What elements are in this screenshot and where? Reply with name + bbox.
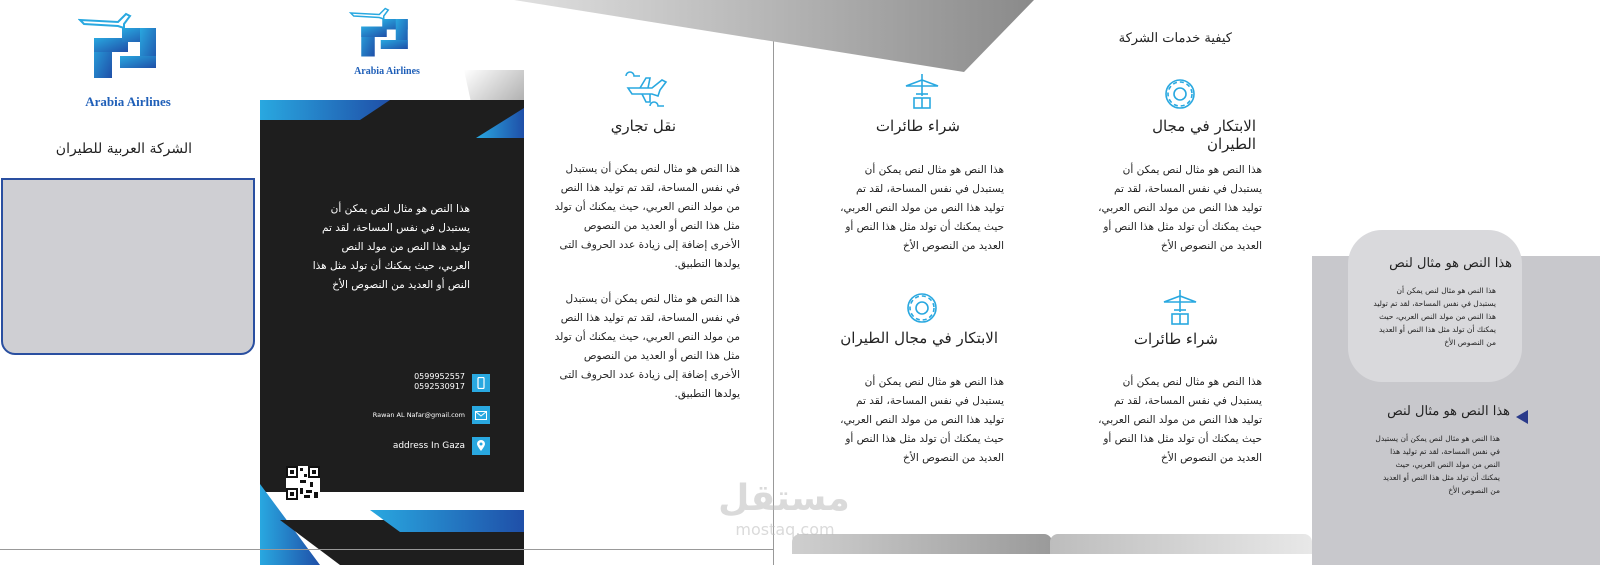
service-title-3: شراء طائرات [1133,330,1218,348]
email-icon [472,406,490,424]
service-title-2: شراء طائرات [875,117,960,135]
top-wedge-decoration [514,0,1034,72]
service-title-1: الابتكار في مجال الطيران [1152,117,1256,153]
dark-card-text: هذا النص هو مثال لنص يمكن أن يستبدل في نفس المساحة، لقد تم توليد هذا النص من مولد النص العربي، حيث يمكنك أن تولد مثل هذا النص أو العديد من النصوص الأخ [312,203,470,291]
airplane-clouds-icon [622,68,668,110]
watermark-en: mostaq.com [735,520,835,539]
service-body-4: هذا النص هو مثال لنص يمكن أن يستبدل في نفس المساحة، لقد تم توليد هذا النص من مولد النص العربي، حيث يمكنك أن تولد مثل هذا النص أو العديد من النصوص الأخ [840,376,1004,464]
brand-name-en: Arabia Airlines [85,94,171,109]
page-bottom-edge [0,549,773,550]
contact-address: address In Gaza [392,441,465,451]
phone-2: 0592530917 [414,382,465,391]
brochure-page-left [0,0,790,565]
triangle-bullet-icon [1516,410,1528,424]
commercial-paragraph-1: هذا النص هو مثال لنص يمكن أن يستبدل في نفس المساحة، لقد تم توليد هذا النص من مولد النص العربي، حيث يمكنك أن تولد مثل هذا النص أو العديد من النصوص الأخرى إضافة إلى زيادة عدد الحروف التى يولدها التطبيق. [554,163,740,270]
commercial-title: نقل تجاري [610,117,676,135]
side-box-title: هذا النص هو مثال لنص [1389,256,1512,271]
brand-name-ar: الشركة العربية للطيران [55,141,192,157]
image-placeholder [1,178,255,355]
side-box-body: هذا النص هو مثال لنص يمكن أن يستبدل في نفس المساحة، لقد تم توليد هذا النص من مولد النص العربي، حيث يمكنك أن تولد مثل هذا النص أو العديد من النصوص الأخ [1373,286,1496,347]
bottom-bar-right [1050,534,1312,554]
phone-1: 0599952557 [414,372,465,381]
airplane-logo-icon [348,4,418,64]
services-heading: كيفية خدمات الشركة [1118,31,1232,46]
service-body-1: هذا النص هو مثال لنص يمكن أن يستبدل في نفس المساحة، لقد تم توليد هذا النص من مولد النص العربي، حيث يمكنك أن تولد مثل هذا النص أو العديد من النصوص الأخ [1098,164,1262,252]
contact-email: Rawan AL Nafar@gmail.com [372,411,465,419]
contact-phones [370,372,465,392]
airplane-logo-icon [78,8,168,88]
gear-icon [1164,78,1196,110]
service-body-3: هذا النص هو مثال لنص يمكن أن يستبدل في نفس المساحة، لقد تم توليد هذا النص من مولد النص العربي، حيث يمكنك أن تولد مثل هذا النص أو العديد من النصوص الأخ [1098,376,1262,464]
brand-name-en-small: Arabia Airlines [354,66,420,77]
gear-icon [906,292,938,324]
watermark-ar: مستقل [718,478,850,519]
side-title-2: هذا النص هو مثال لنص [1387,404,1510,419]
phone-icon [472,374,490,392]
qr-code-icon [286,466,320,500]
service-title-4: الابتكار في مجال الطيران [840,329,998,347]
airplane-icon [902,72,942,110]
brand-logo-small [348,4,418,64]
brand-logo [78,8,168,88]
side-body-2: هذا النص هو مثال لنص يمكن أن يستبدل في نفس المساحة، لقد تم توليد هذا النص من مولد النص العربي، حيث يمكنك أن تولد مثل هذا النص أو العديد من النصوص الأخ [1375,434,1500,495]
service-body-2: هذا النص هو مثال لنص يمكن أن يستبدل في نفس المساحة، لقد تم توليد هذا النص من مولد النص العربي، حيث يمكنك أن تولد مثل هذا النص أو العديد من النصوص الأخ [840,164,1004,252]
location-pin-icon [472,437,490,455]
commercial-paragraph-2: هذا النص هو مثال لنص يمكن أن يستبدل في نفس المساحة، لقد تم توليد هذا النص من مولد النص العربي، حيث يمكنك أن تولد مثل هذا النص أو العديد من النصوص الأخرى إضافة إلى زيادة عدد الحروف التى يولدها التطبيق. [554,293,740,400]
airplane-icon [1160,288,1200,326]
